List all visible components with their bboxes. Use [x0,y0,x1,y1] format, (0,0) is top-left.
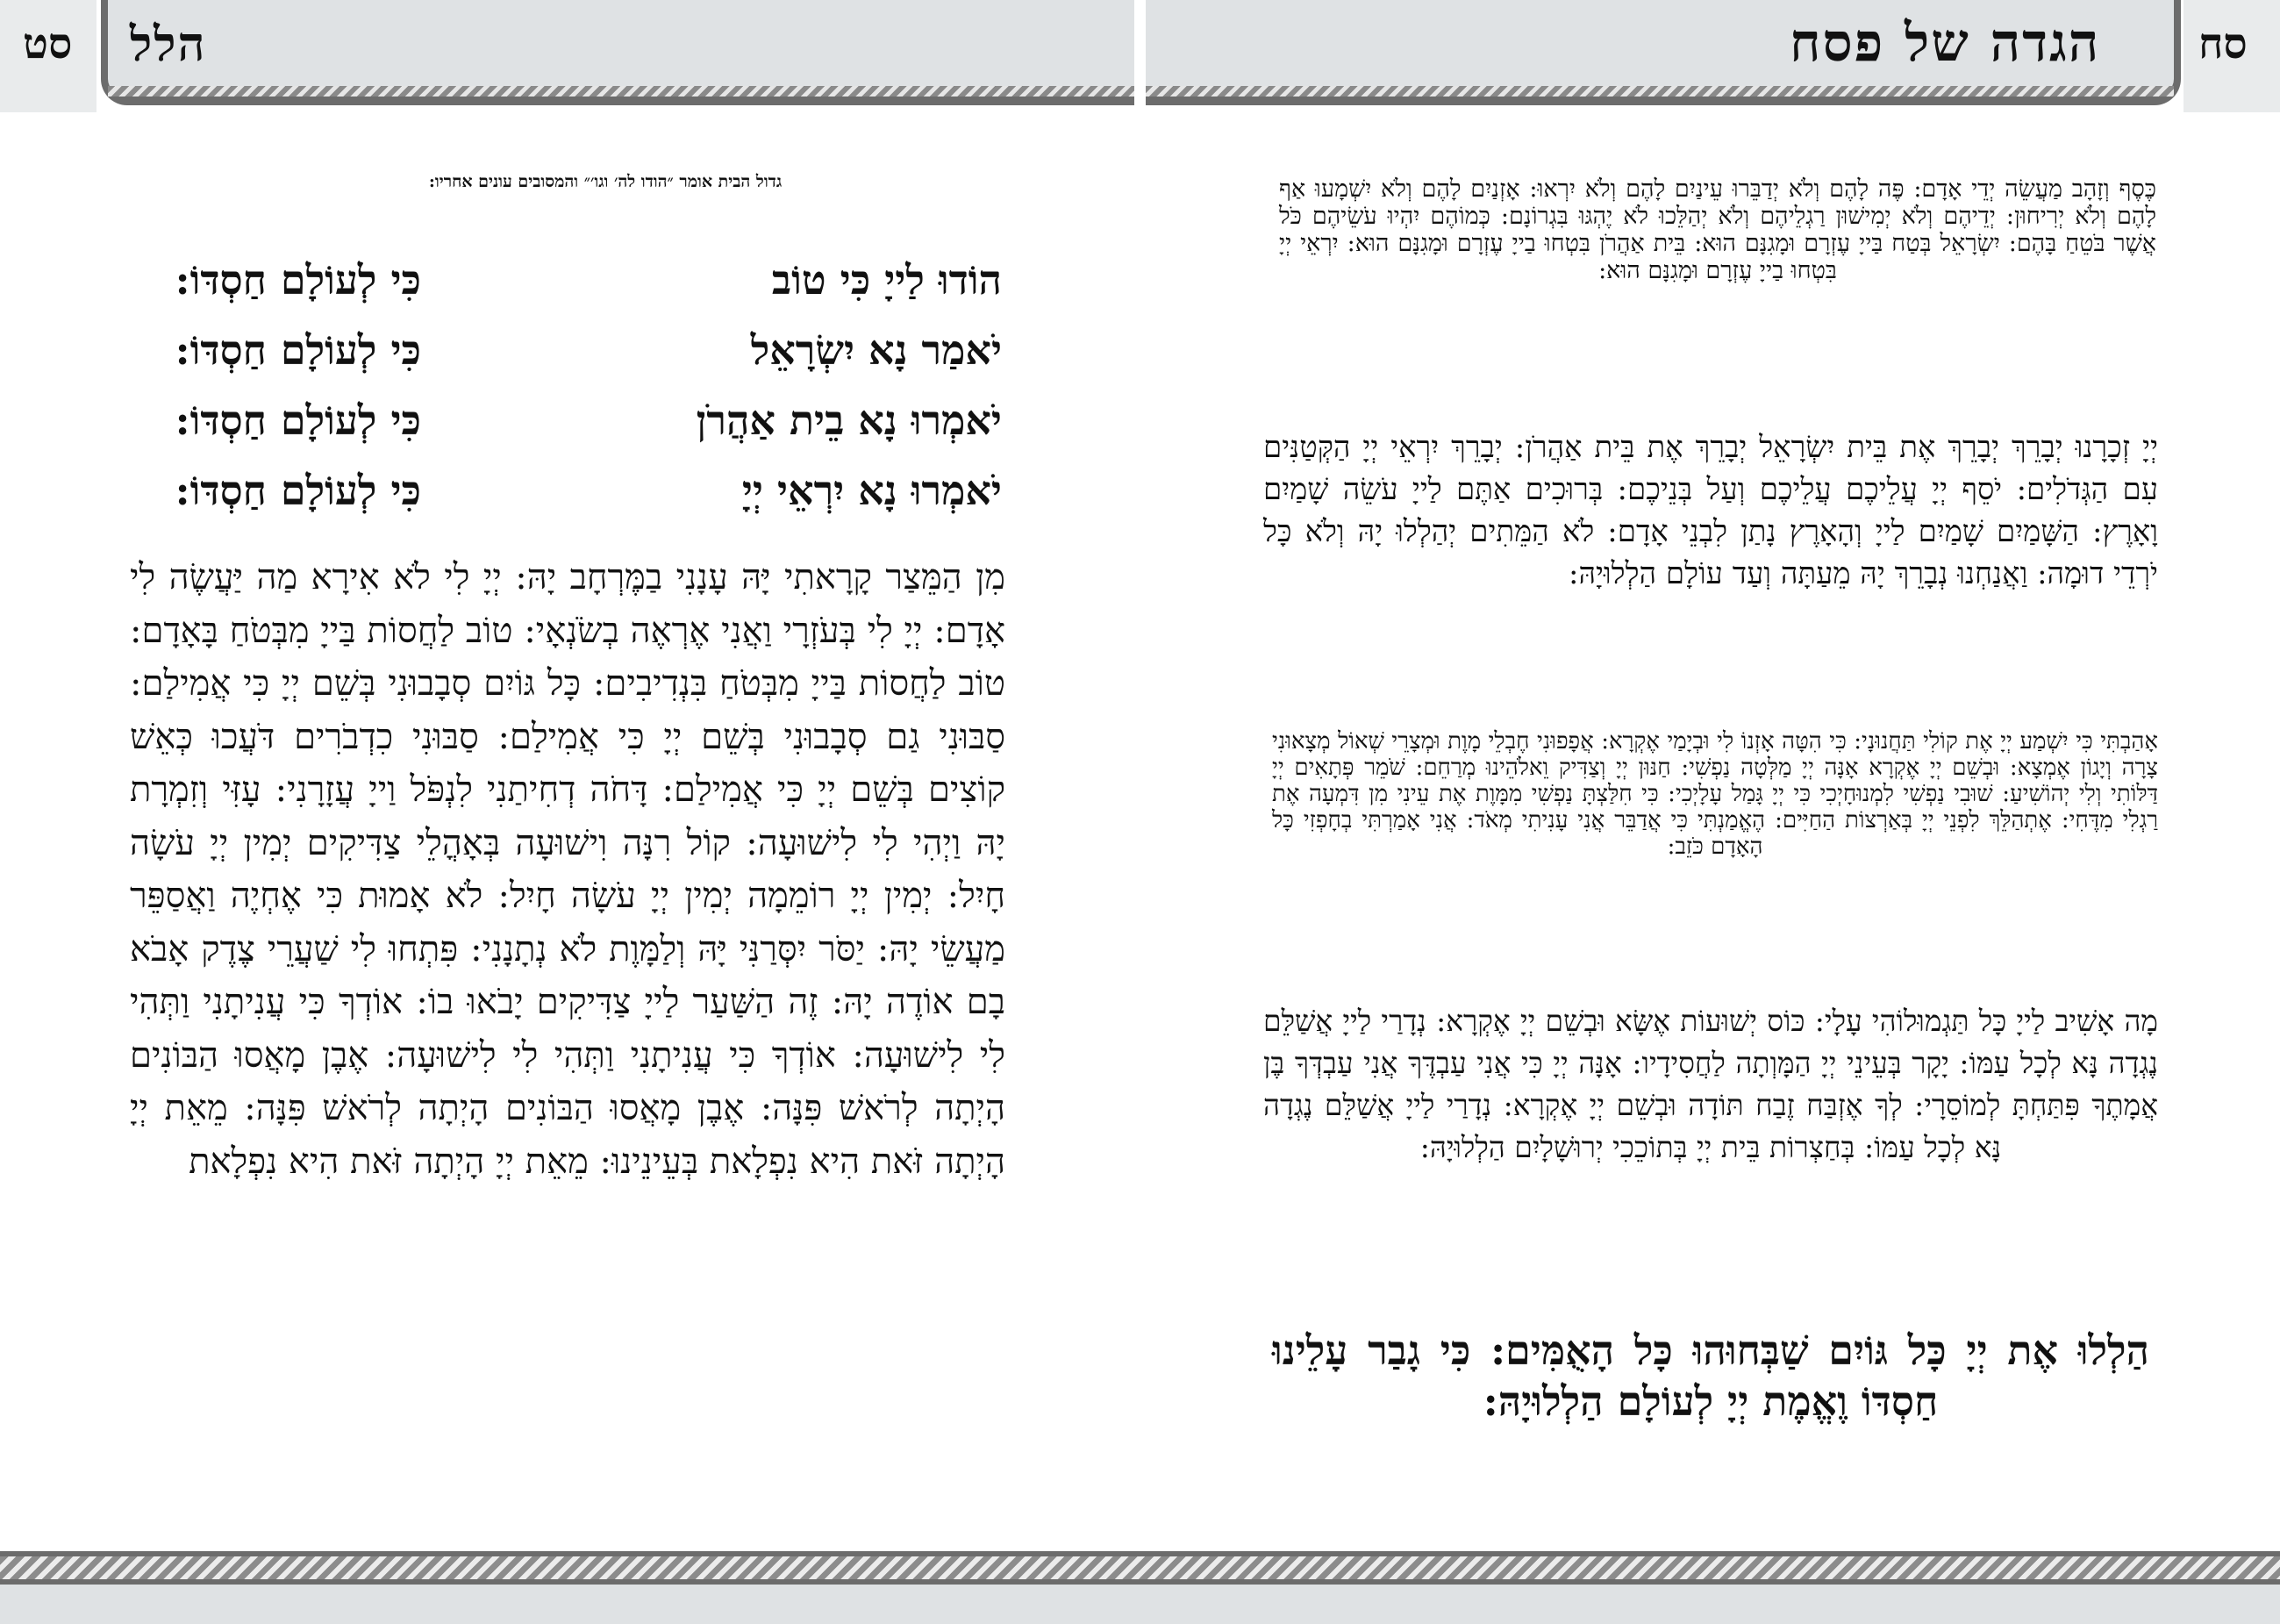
left-page-number: סט [23,19,73,68]
right-paragraph-2: יְיָ זְכָרָנוּ יְבָרֵךְ יְבָרֵךְ אֶת בֵּית יִשְׂרָאֵל יְבָרֵךְ אֶת בֵּית אַהֲרֹן: יְבָרֵךְ יִרְאֵי יְיָ הַקְּטַנִּים עִם הַגְּדֹלִים: יֹסֵף יְיָ עֲלֵיכֶם עֲלֵיכֶם וְעַל בְּנֵיכֶם: בְּרוּכִים אַתֶּם לַייָ עֹשֵׂה שָׁמַיִם וָאָרֶץ: הַשָּׁמַיִם שָׁמַיִם לַייָ וְהָאָרֶץ נָתַן לִבְנֵי אָדָם: לֹא הַמֵּתִים יְהַלְלוּ יָהּ וְלֹא כָּל יֹרְדֵי דוּמָה: וַאֲנַחְנוּ נְבָרֵךְ יָהּ מֵעַתָּה וְעַד עוֹלָם הַלְלוּיָהּ: [1263,430,2158,591]
left-paragraph-1: מִן הַמֵּצַר קָרָאתִי יָּהּ עָנָנִי בַמֶּרְחָב יָהּ: יְיָ לִי לֹא אִירָא מַה יַּעֲשֶׂה לִי אָדָם: יְיָ לִי בְּעֹזְרָי וַאֲנִי אֶרְאֶה בְשֹׂנְאָי: טוֹב לַחֲסוֹת בַּייָ מִבְּטֹחַ בָּאָדָם: טוֹב לַחֲסוֹת בַּייָ מִבְּטֹחַ בִּנְדִיבִים: כָּל גּוֹיִם סְבָבוּנִי בְּשֵׁם יְיָ כִּי אֲמִילַם: סַבּוּנִי גַם סְבָבוּנִי בְּשֵׁם יְיָ כִּי אֲמִילַם: סַבּוּנִי כִדְבֹרִים דֹּעֲכוּ כְּאֵשׁ קוֹצִים בְּשֵׁם יְיָ כִּי אֲמִילַם: דָּחֹה דְחִיתַנִי לִנְפֹּל וַייָ עֲזָרָנִי: עָזִּי וְזִמְרָת יָהּ וַיְהִי לִי לִישׁוּעָה: קוֹל רִנָּה וִישׁוּעָה בְּאָהֳלֵי צַדִּיקִים יְמִין יְיָ עֹשָׂה חָיִל: יְמִין יְיָ רוֹמֵמָה יְמִין יְיָ עֹשָׂה חָיִל: לֹא אָמוּת כִּי אֶחְיֶה וַאֲסַפֵּר מַעֲשֵׂי יָהּ: יַסֹּר יִסְּרַנִּי יָּהּ וְלַמָּוֶת לֹא נְתָנָנִי: פִּתְחוּ לִי שַׁעֲרֵי צֶדֶק אָבֹא בָם אוֹדֶה יָהּ: זֶה הַשַּׁעַר לַייָ צַדִּיקִים יָבֹאוּ בוֹ: אוֹדְךָ כִּי עֲנִיתָנִי וַתְּהִי לִי לִישׁוּעָה: אוֹדְךָ כִּי עֲנִיתָנִי וַתְּהִי לִי לִישׁוּעָה: אֶבֶן מָאֲסוּ הַבּוֹנִים הָיְתָה לְרֹאשׁ פִּנָּה: אֶבֶן מָאֲסוּ הַבּוֹנִים הָיְתָה לְרֹאשׁ פִּנָּה: מֵאֵת יְיָ הָיְתָה זֹּאת הִיא נִפְלָאת בְּעֵינֵינוּ: מֵאֵת יְיָ הָיְתָה זֹּאת הִיא נִפְלָאת [130,557,1006,1182]
right-paragraph-3: אָהַבְתִּי כִּי יִשְׁמַע יְיָ אֶת קוֹלִי תַּחֲנוּנָי: כִּי הִטָּה אָזְנוֹ לִי וּבְיָמַי אֶקְרָא: אֲפָפוּנִי חֶבְלֵי מָוֶת וּמְצָרֵי שְׁאוֹל מְצָאוּנִי צָרָה וְיָגוֹן אֶמְצָא: וּבְשֵׁם יְיָ אֶקְרָא אָנָּה יְיָ מַלְּטָה נַפְשִׁי: חַנּוּן יְיָ וְצַדִּיק וֵאלֹהֵינוּ מְרַחֵם: שֹׁמֵר פְּתָאִים יְיָ דַּלּוֹתִי וְלִי יְהוֹשִׁיעַ: שׁוּבִי נַפְשִׁי לִמְנוּחָיְכִי כִּי יְיָ גָּמַל עָלָיְכִי: כִּי חִלַּצְתָּ נַפְשִׁי מִמָּוֶת אֶת עֵינִי מִן דִּמְעָה אֶת רַגְלִי מִדֶּחִי: אֶתְהַלֵּךְ לִפְנֵי יְיָ בְּאַרְצוֹת הַחַיִּים: הֶאֱמַנְתִּי כִּי אֲדַבֵּר אֲנִי עָנִיתִי מְאֹד: אֲנִי אָמַרְתִּי בְחָפְזִי כָּל הָאָדָם כֹּזֵב: [1272,728,2158,860]
hodu-line-1-response: כִּי לְעוֹלָם חַסְדּוֹ: [175,256,421,304]
footer-band [0,1585,2280,1624]
right-paragraph-1: כֶּסֶף וְזָהָב מַעֲשֵׂה יְדֵי אָדָם: פֶּה לָהֶם וְלֹא יְדַבֵּרוּ עֵינַיִם לָהֶם וְלֹא יִרְאוּ: אָזְנַיִם לָהֶם וְלֹא יִשְׁמָעוּ אַף לָהֶם וְלֹא יְרִיחוּן: יְדֵיהֶם וְלֹא יְמִישׁוּן רַגְלֵיהֶם וְלֹא יְהַלֵּכוּ לֹא יֶהְגּוּ בִּגְרוֹנָם: כְּמוֹהֶם יִהְיוּ עֹשֵׂיהֶם כֹּל אֲשֶׁר בֹּטֵחַ בָּהֶם: יִשְׂרָאֵל בְּטַח בַּייָ עֶזְרָם וּמָגִנָּם הוּא: בֵּית אַהֲרֹן בִּטְחוּ בַייָ עֶזְרָם וּמָגִנָּם הוּא: יִרְאֵי יְיָ בִּטְחוּ בַייָ עֶזְרָם וּמָגִנָּם הוּא: [1279,175,2156,284]
left-header-banner [101,0,1134,105]
hodu-line-4-verse: יֹאמְרוּ נָא יִרְאֵי יְיָ [741,467,1002,514]
hodu-line-1-verse: הוֹדוּ לַייָ כִּי טוֹב [771,256,1002,304]
footer-border [0,1551,2280,1585]
left-running-title: הלל [130,16,207,72]
hodu-line-2-verse: יֹאמַר נָא יִשְׂרָאֵל [750,326,1002,374]
right-running-title: הגדה של פסח [1790,12,2101,74]
hodu-line-3-response: כִּי לְעוֹלָם חַסְדּוֹ: [175,397,421,444]
hodu-line-4-response: כִּי לְעוֹלָם חַסְדּוֹ: [175,467,421,514]
right-paragraph-4: מָה אָשִׁיב לַייָ כָּל תַּגְמוּלוֹהִי עָלָי: כּוֹס יְשׁוּעוֹת אֶשָּׂא וּבְשֵׁם יְיָ אֶקְרָא: נְדָרַי לַייָ אֲשַׁלֵּם נֶגְדָה נָּא לְכָל עַמּוֹ: יָקָר בְּעֵינֵי יְיָ הַמָּוְתָה לַחֲסִידָיו: אָנָּה יְיָ כִּי אֲנִי עַבְדֶּךָ אֲנִי עַבְדְּךָ בֶּן אֲמָתֶךָ פִּתַּחְתָּ לְמוֹסֵרָי: לְךָ אֶזְבַּח זֶבַח תּוֹדָה וּבְשֵׁם יְיָ אֶקְרָא: נְדָרַי לַייָ אֲשַׁלֵּם נֶגְדָה נָּא לְכָל עַמּוֹ: בְּחַצְרוֹת בֵּית יְיָ בְּתוֹכֵכִי יְרוּשָׁלָיִם הַלְלוּיָהּ: [1263,1004,2158,1164]
right-page-number: סח [2198,19,2248,68]
instruction-note: גדול הבית אומר ״הודו לה׳ וגו׳״ והמסובים עונים אחריו: [428,172,783,191]
hodu-line-3-verse: יֹאמְרוּ נָא בֵית אַהֲרֹן [696,397,1002,444]
page-header [0,0,2280,112]
right-paragraph-5: הַלְלוּ אֶת יְיָ כָּל גּוֹיִם שַׁבְּחוּהוּ כָּל הָאֻמִּים: כִּי גָבַר עָלֵינוּ חַסְדּוֹ וֶאֱמֶת יְיָ לְעוֹלָם הַלְלוּיָהּ: [1272,1327,2149,1425]
hodu-line-2-response: כִּי לְעוֹלָם חַסְדּוֹ: [175,326,421,374]
